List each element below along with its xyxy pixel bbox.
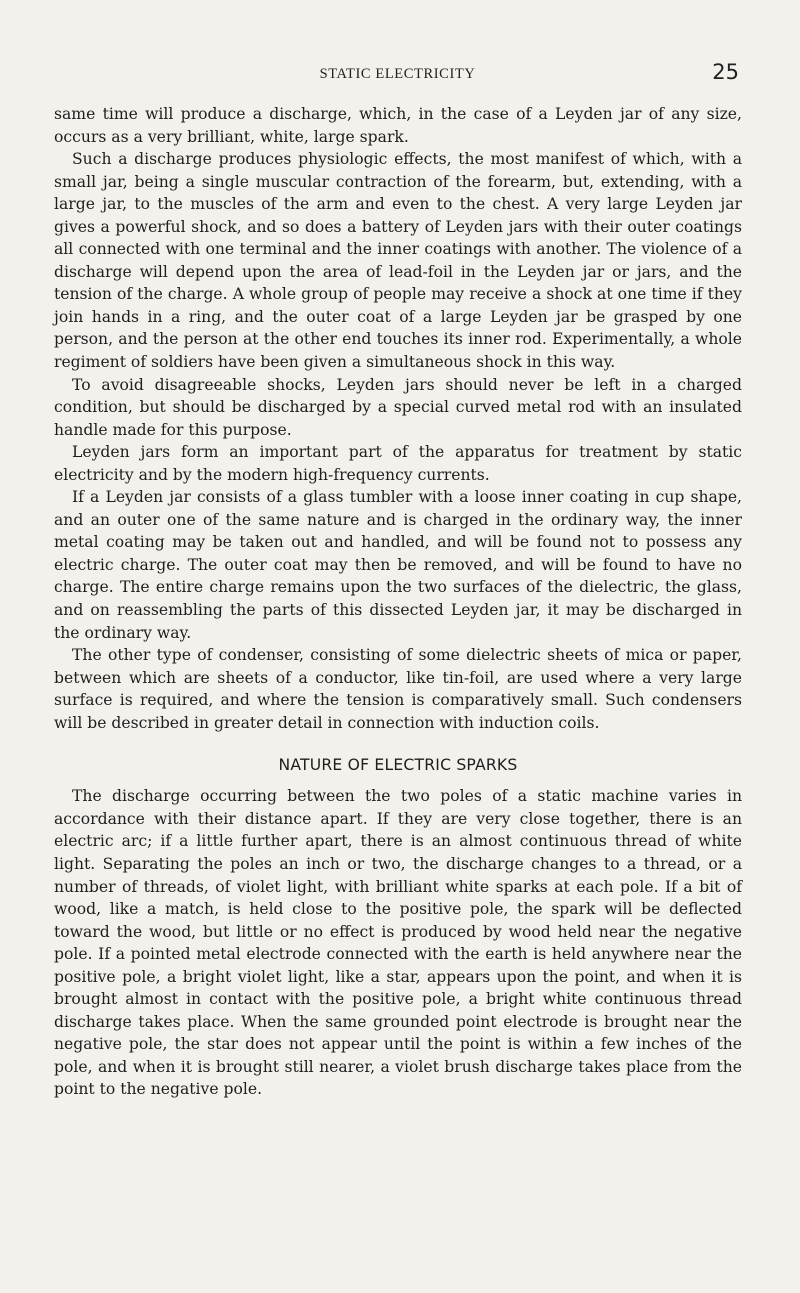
paragraph-avoid-shocks: To avoid disagreeable shocks, Leyden jars should never be left in a charged condition, but should be discharged by a special curved metal rod with an insulated handle made for this purpose. — [54, 375, 742, 439]
paragraph-other-condenser: The other type of condenser, consisting of some dielectric sheets of mica or paper, between which are sheets of a conductor, like tin-foil, are used where a very large surface is required, and where the tension is comparatively small. Such condensers will be described in greater detail in connection with induction coils. — [54, 646, 742, 732]
section-heading: NATURE OF ELECTRIC SPARKS — [278, 756, 518, 775]
paragraph-leyden-apparatus: Leyden jars form an important part of the apparatus for treatment by static electricity and by the modern high-frequency currents. — [54, 443, 742, 484]
body-text — [54, 103, 742, 1101]
page-number: 25 — [712, 60, 739, 84]
paragraph-continued: same time will produce a discharge, which, in the case of a Leyden jar of any size, occurs as a very brilliant, white, large spark. — [54, 105, 742, 146]
paragraph-physiologic-effects: Such a discharge produces physiologic effects, the most manifest of which, with a small jar, being a single muscular contraction of the forearm, but, extending, with a large jar, to the muscles of the arm and even to the chest. A very large Leyden jar gives a powerful shock, and so does a battery of Leyden jars with their outer coatings all connected with one terminal and the inner coatings with another. The violence of a discharge will depend upon the area of lead-foil in the Leyden jar or jars, and the tension of the charge. A whole group of people may receive a shock at one time if they join hands in a ring, and the outer coat of a large Leyden jar be grasped by one person, and the person at the other end touches its inner rod. Experimentally, a whole regiment of soldiers have been given a simultaneous shock in this way. — [54, 150, 742, 372]
running-head — [56, 60, 739, 88]
running-title: STATIC ELECTRICITY — [319, 66, 476, 82]
paragraph-dissected-jar: If a Leyden jar consists of a glass tumbler with a loose inner coating in cup shape, and an outer one of the same nature and is charged in the ordinary way, the inner metal coating may be taken out and handled, and will be found not to possess any electric charge. The outer coat may then be removed, and will be found to have no charge. The entire charge remains upon the two surfaces of the dielectric, the glass, and on reassembling the parts of this dissected Leyden jar, it may be discharged in the ordinary way. — [54, 488, 742, 642]
paragraph-electric-sparks: The discharge occurring between the two poles of a static machine varies in accordance with their distance apart. If they are very close together, there is an electric arc; if a little further apart, there is an almost continuous thread of white light. Separating the poles an inch or two, the discharge changes to a thread, or a number of threads, of violet light, with brilliant white sparks at each pole. If a bit of wood, like a match, is held close to the positive pole, the spark will be deflected toward the wood, but little or no effect is produced by wood held near the negative pole. If a pointed metal electrode connected with the earth is held anywhere near the positive pole, a bright violet light, like a star, appears upon the point, and when it is brought almost in contact with the positive pole, a bright white continuous thread discharge takes place. When the same grounded point electrode is brought near the negative pole, the star does not appear until the point is within a few inches of the pole, and when it is brought still nearer, a violet brush discharge takes place from the point to the negative pole. — [54, 787, 742, 1099]
